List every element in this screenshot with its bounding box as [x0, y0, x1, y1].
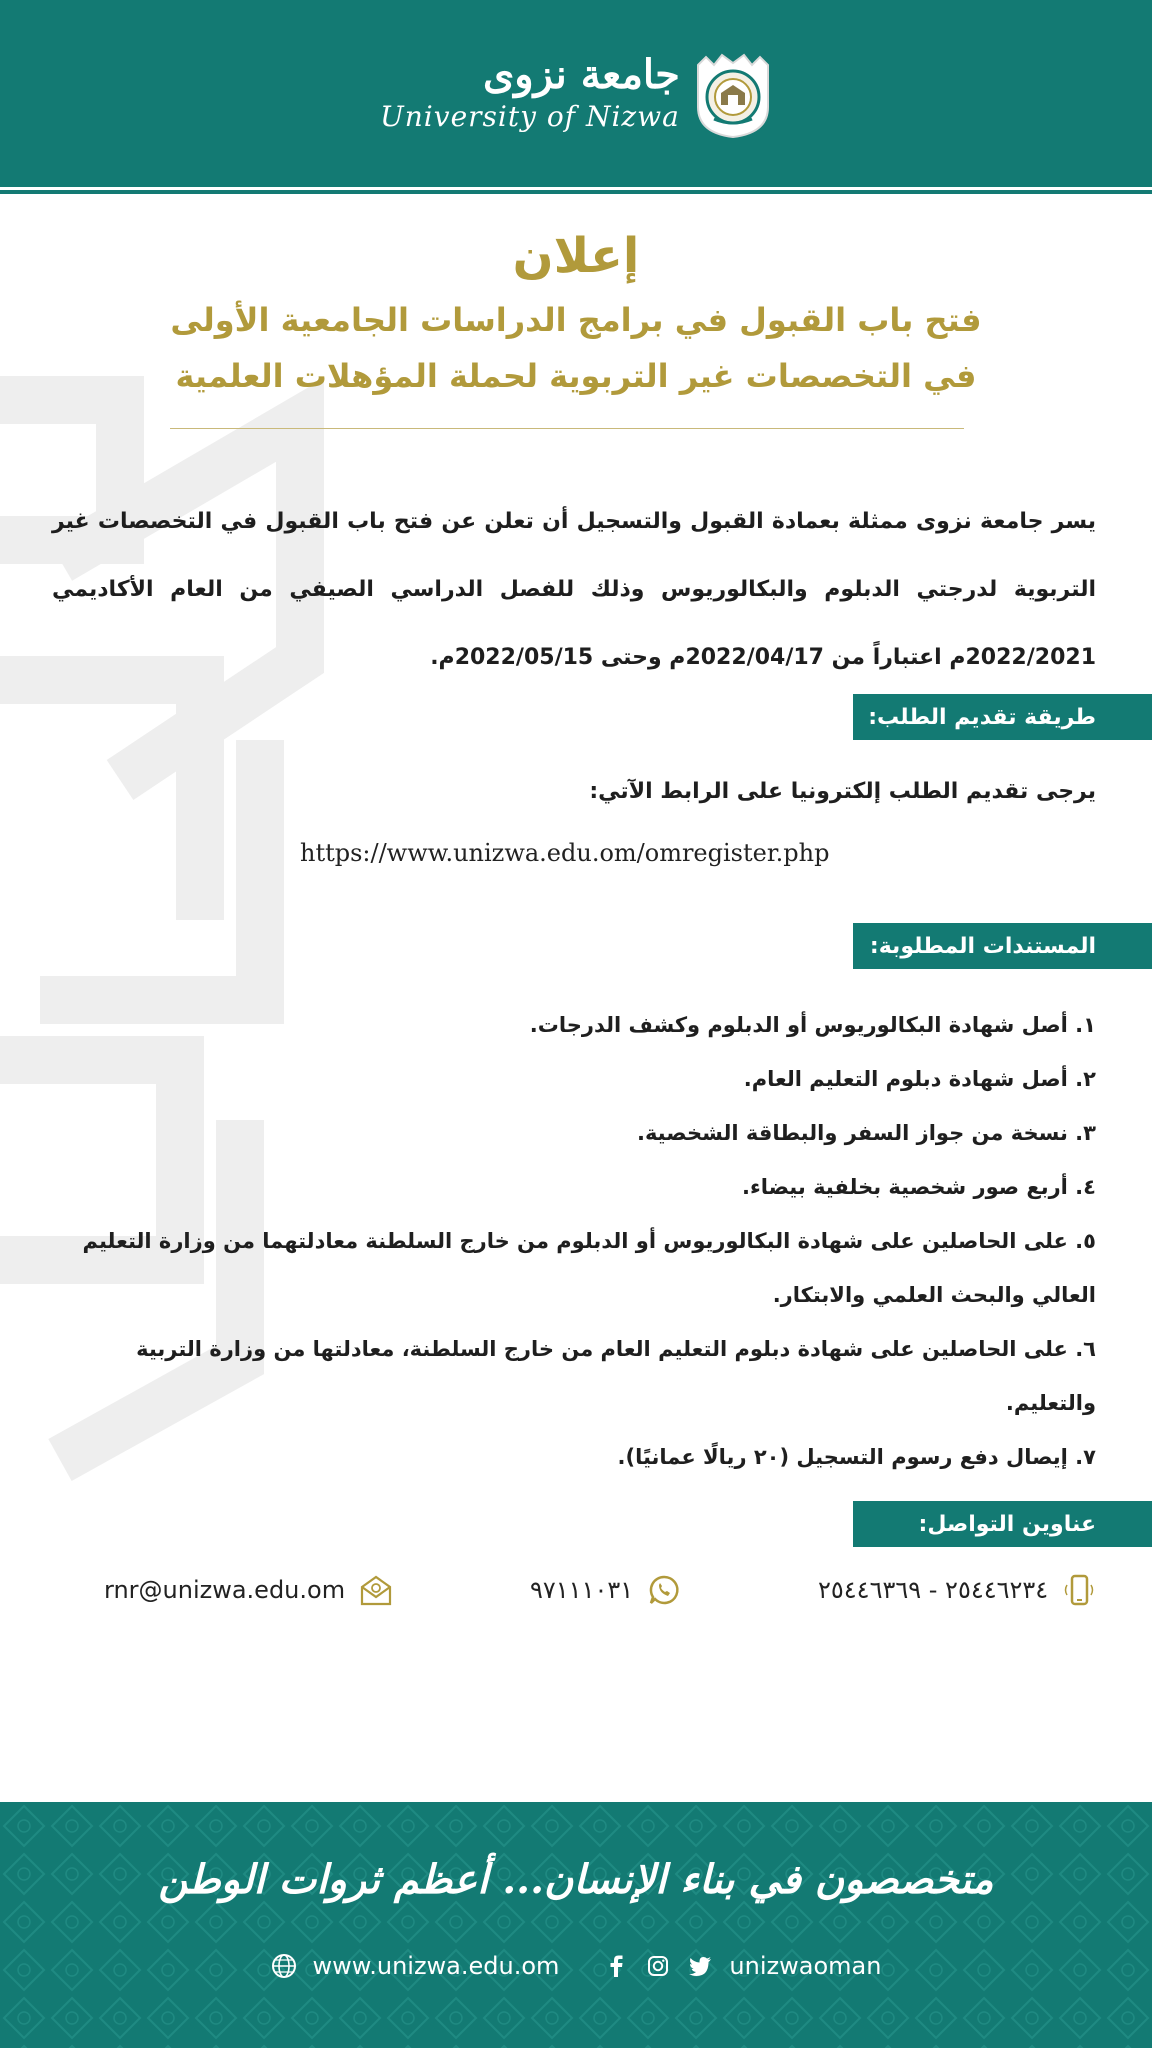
university-brand: [0, 38, 1152, 148]
registration-link[interactable]: https://www.unizwa.edu.om/omregister.php: [300, 839, 830, 867]
mobile-icon: [1062, 1573, 1096, 1607]
announcement-body: يسر جامعة نزوى ممثلة بعمادة القبول والتسجيل أن تعلن عن فتح باب القبول في التخصصات غير التربوية لدرجتي الدبلوم والبكالوريوس وذلك للفصل الدراسي الصيفي من العام الأكاديمي 2022/2021م اعتباراً من 2022/04/17م وحتى 2022/05/15م.: [52, 509, 1096, 670]
section-heading-apply: طريقة تقديم الطلب:: [853, 694, 1152, 740]
globe-icon: [271, 1953, 297, 1979]
university-seal-icon: [694, 47, 772, 139]
footer-links: [0, 1946, 1152, 1986]
footer-slogan: متخصصون في بناء الإنسان... أعظم ثروات الوطن: [158, 1856, 994, 1903]
list-item: ٤. أربع صور شخصية بخلفية بيضاء.: [742, 1175, 1096, 1199]
list-item: ١. أصل شهادة البكالوريوس أو الدبلوم وكشف الدرجات.: [529, 1013, 1096, 1037]
list-item: ٣. نسخة من جواز السفر والبطاقة الشخصية.: [636, 1121, 1096, 1145]
list-item: ٧. إيصال دفع رسوم التسجيل (٢٠ ريالًا عمانيًا).: [617, 1445, 1096, 1469]
brand-wordmark: [380, 51, 680, 135]
footer-website[interactable]: www.unizwa.edu.om: [312, 1952, 560, 1980]
footer-pattern: [0, 1802, 1152, 2048]
contact-phone[interactable]: [818, 1566, 1096, 1614]
brand-name-arabic: جامعة نزوى: [482, 51, 680, 98]
header-divider-teal: [0, 190, 1152, 194]
contact-email[interactable]: [104, 1566, 393, 1614]
twitter-icon[interactable]: [687, 1953, 713, 1979]
list-item: ٥. على الحاصلين على شهادة البكالوريوس أو الدبلوم من خارج السلطنة معادلتهما من وزارة التعليم العالي والبحث العلمي والابتكار.: [82, 1229, 1096, 1307]
email-icon: [359, 1573, 393, 1607]
title-divider: [170, 428, 964, 429]
apply-instructions: يرجى تقديم الطلب إلكترونيا على الرابط الآتي:: [589, 779, 1096, 804]
whatsapp-number: ٩٧١١١٠٣١: [530, 1576, 634, 1604]
section-heading-contact: عناوين التواصل:: [853, 1501, 1152, 1547]
footer-banner: [0, 1802, 1152, 2048]
phone-numbers: ٢٥٤٤٦٢٣٤ - ٢٥٤٤٦٣٦٩: [818, 1576, 1049, 1604]
list-item: ٦. على الحاصلين على شهادة دبلوم التعليم العام من خارج السلطنة، معادلتها من وزارة التربية والتعليم.: [136, 1337, 1096, 1415]
whatsapp-icon: [647, 1573, 681, 1607]
footer-social-handle[interactable]: unizwaoman: [729, 1952, 882, 1980]
documents-list: [52, 998, 1096, 1484]
list-item: ٢. أصل شهادة دبلوم التعليم العام.: [743, 1067, 1096, 1091]
email-address: rnr@unizwa.edu.om: [104, 1576, 346, 1604]
section-heading-documents: المستندات المطلوبة:: [853, 923, 1152, 969]
announcement-subtitle: فتح باب القبول في برامج الدراسات الجامعية الأولى في التخصصات غير التربوية لحملة المؤهلات العلمية: [170, 301, 982, 395]
announcement-title: إعلان: [512, 228, 640, 284]
contact-whatsapp[interactable]: [530, 1566, 681, 1614]
instagram-icon[interactable]: [645, 1953, 671, 1979]
brand-name-english: University of Nizwa: [380, 100, 680, 133]
facebook-icon[interactable]: [603, 1953, 629, 1979]
